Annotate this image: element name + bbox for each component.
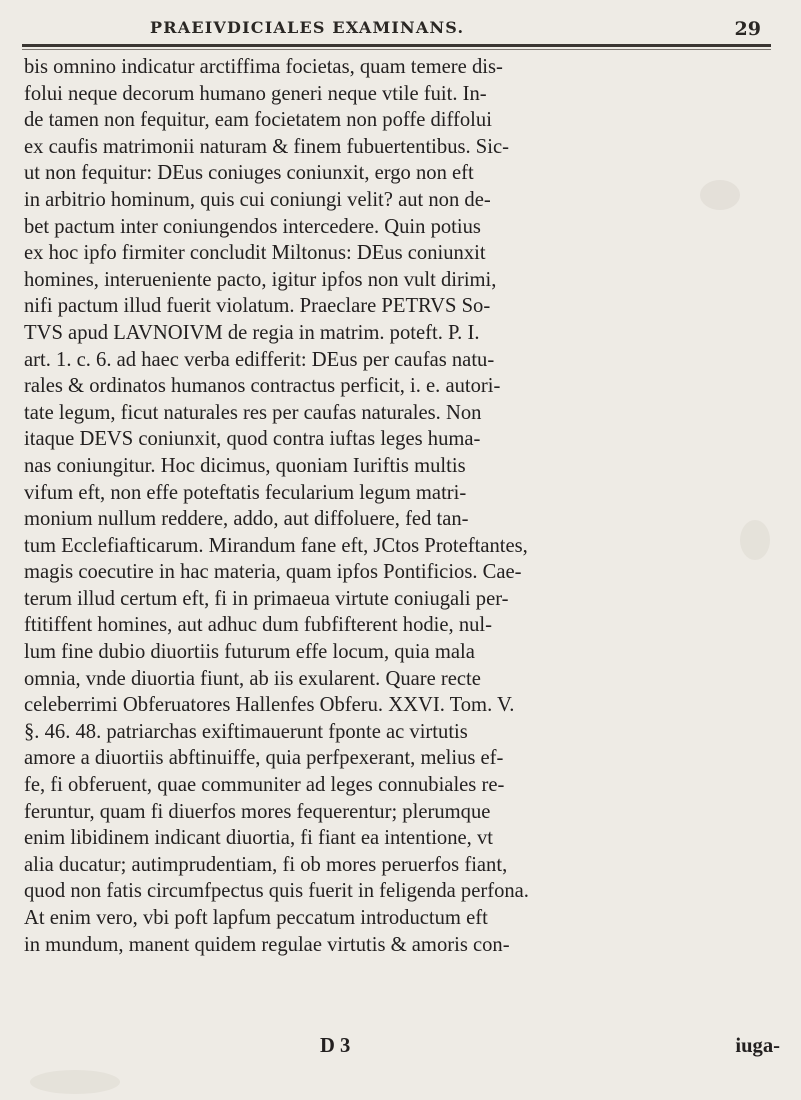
- text-line: ex hoc ipfo firmiter concludit Miltonus: DEus coniunxit: [24, 242, 486, 265]
- text-line: bis omnino indicatur arctiffima focietas, quam temere dis-: [24, 56, 503, 78]
- text-line: terum illud certum eft, fi in primaeua virtute coniugali per-: [24, 587, 509, 610]
- body-text: [24, 54, 776, 958]
- text-line: in mundum, manent quidem regulae virtutis & amoris con-: [24, 933, 510, 956]
- running-head: PRAEIVDICIALES EXAMINANS.: [150, 18, 465, 37]
- page-footer: [320, 1035, 780, 1065]
- text-line: vifum eft, non effe poteftatis fecularium legum matri-: [24, 481, 467, 504]
- catchword: iuga-: [735, 1035, 780, 1057]
- text-line: monium nullum reddere, addo, aut diffoluere, fed tan-: [24, 508, 469, 531]
- text-line: §. 46. 48. patriarchas exiftimauerunt fponte ac virtutis: [24, 720, 468, 743]
- page-header: [150, 16, 761, 40]
- text-line: ex caufis matrimonii naturam & finem fubuertentibus. Sic-: [24, 135, 509, 158]
- text-line: tate legum, ficut naturales res per caufas naturales. Non: [24, 401, 482, 424]
- text-line: de tamen non fequitur, eam focietatem non poffe diffolui: [24, 109, 492, 132]
- header-rule: [22, 44, 771, 47]
- page-number: 29: [734, 18, 761, 40]
- text-line: lum fine dubio diuortiis futurum effe locum, quia mala: [24, 641, 475, 664]
- text-line: amore a diuortiis abftinuiffe, quia perfpexerant, melius ef-: [24, 747, 504, 770]
- text-line: itaque DEVS coniunxit, quod contra iuftas leges huma-: [24, 428, 481, 451]
- text-line: TVS apud LAVNOIVM de regia in matrim. poteft. P. I.: [24, 321, 480, 344]
- text-line: omnia, vnde diuortia fiunt, ab iis exularent. Quare recte: [24, 667, 481, 690]
- text-line: magis coecutire in hac materia, quam ipfos Pontificios. Cae-: [24, 561, 522, 584]
- text-line: nas coniungitur. Hoc dicimus, quoniam Iuriftis multis: [24, 454, 466, 477]
- text-line: quod non fatis circumfpectus quis fuerit in feligenda perfona.: [24, 880, 529, 903]
- text-line: in arbitrio hominum, quis cui coniungi velit? aut non de-: [24, 188, 491, 211]
- text-line: fe, fi obferuent, quae communiter ad leges connubiales re-: [24, 774, 505, 797]
- text-line: nifi pactum illud fuerit violatum. Praeclare PETRVS So-: [24, 295, 491, 318]
- text-line: bet pactum inter coniungendos intercedere. Quin potius: [24, 215, 481, 238]
- text-line: At enim vero, vbi poft lapfum peccatum introductum eft: [24, 907, 488, 929]
- text-line: tum Ecclefiafticarum. Mirandum fane eft, JCtos Proteftantes,: [24, 534, 528, 557]
- paper-stain: [30, 1070, 120, 1094]
- text-line: homines, interueniente pacto, igitur ipfos non vult dirimi,: [24, 268, 497, 291]
- text-line: celeberrimi Obferuatores Hallenfes Obferu. XXVI. Tom. V.: [24, 694, 515, 717]
- text-line: ut non fequitur: DEus coniuges coniunxit, ergo non eft: [24, 162, 474, 185]
- text-line: feruntur, quam fi diuerfos mores fequerentur; plerumque: [24, 800, 491, 823]
- text-line: rales & ordinatos humanos contractus perficit, i. e. autori-: [24, 375, 501, 398]
- text-line: alia ducatur; autimprudentiam, fi ob mores peruerfos fiant,: [24, 853, 508, 876]
- text-line: ftitiffent homines, aut adhuc dum fubfifterent hodie, nul-: [24, 614, 493, 637]
- text-line: enim libidinem indicant diuortia, fi fiant ea intentione, vt: [24, 827, 493, 850]
- signature-mark: D 3: [320, 1035, 351, 1057]
- text-line: art. 1. c. 6. ad haec verba edifferit: DEus per caufas natu-: [24, 348, 495, 371]
- header-rule-thin: [22, 49, 771, 50]
- text-line: folui neque decorum humano generi neque vtile fuit. In-: [24, 82, 487, 105]
